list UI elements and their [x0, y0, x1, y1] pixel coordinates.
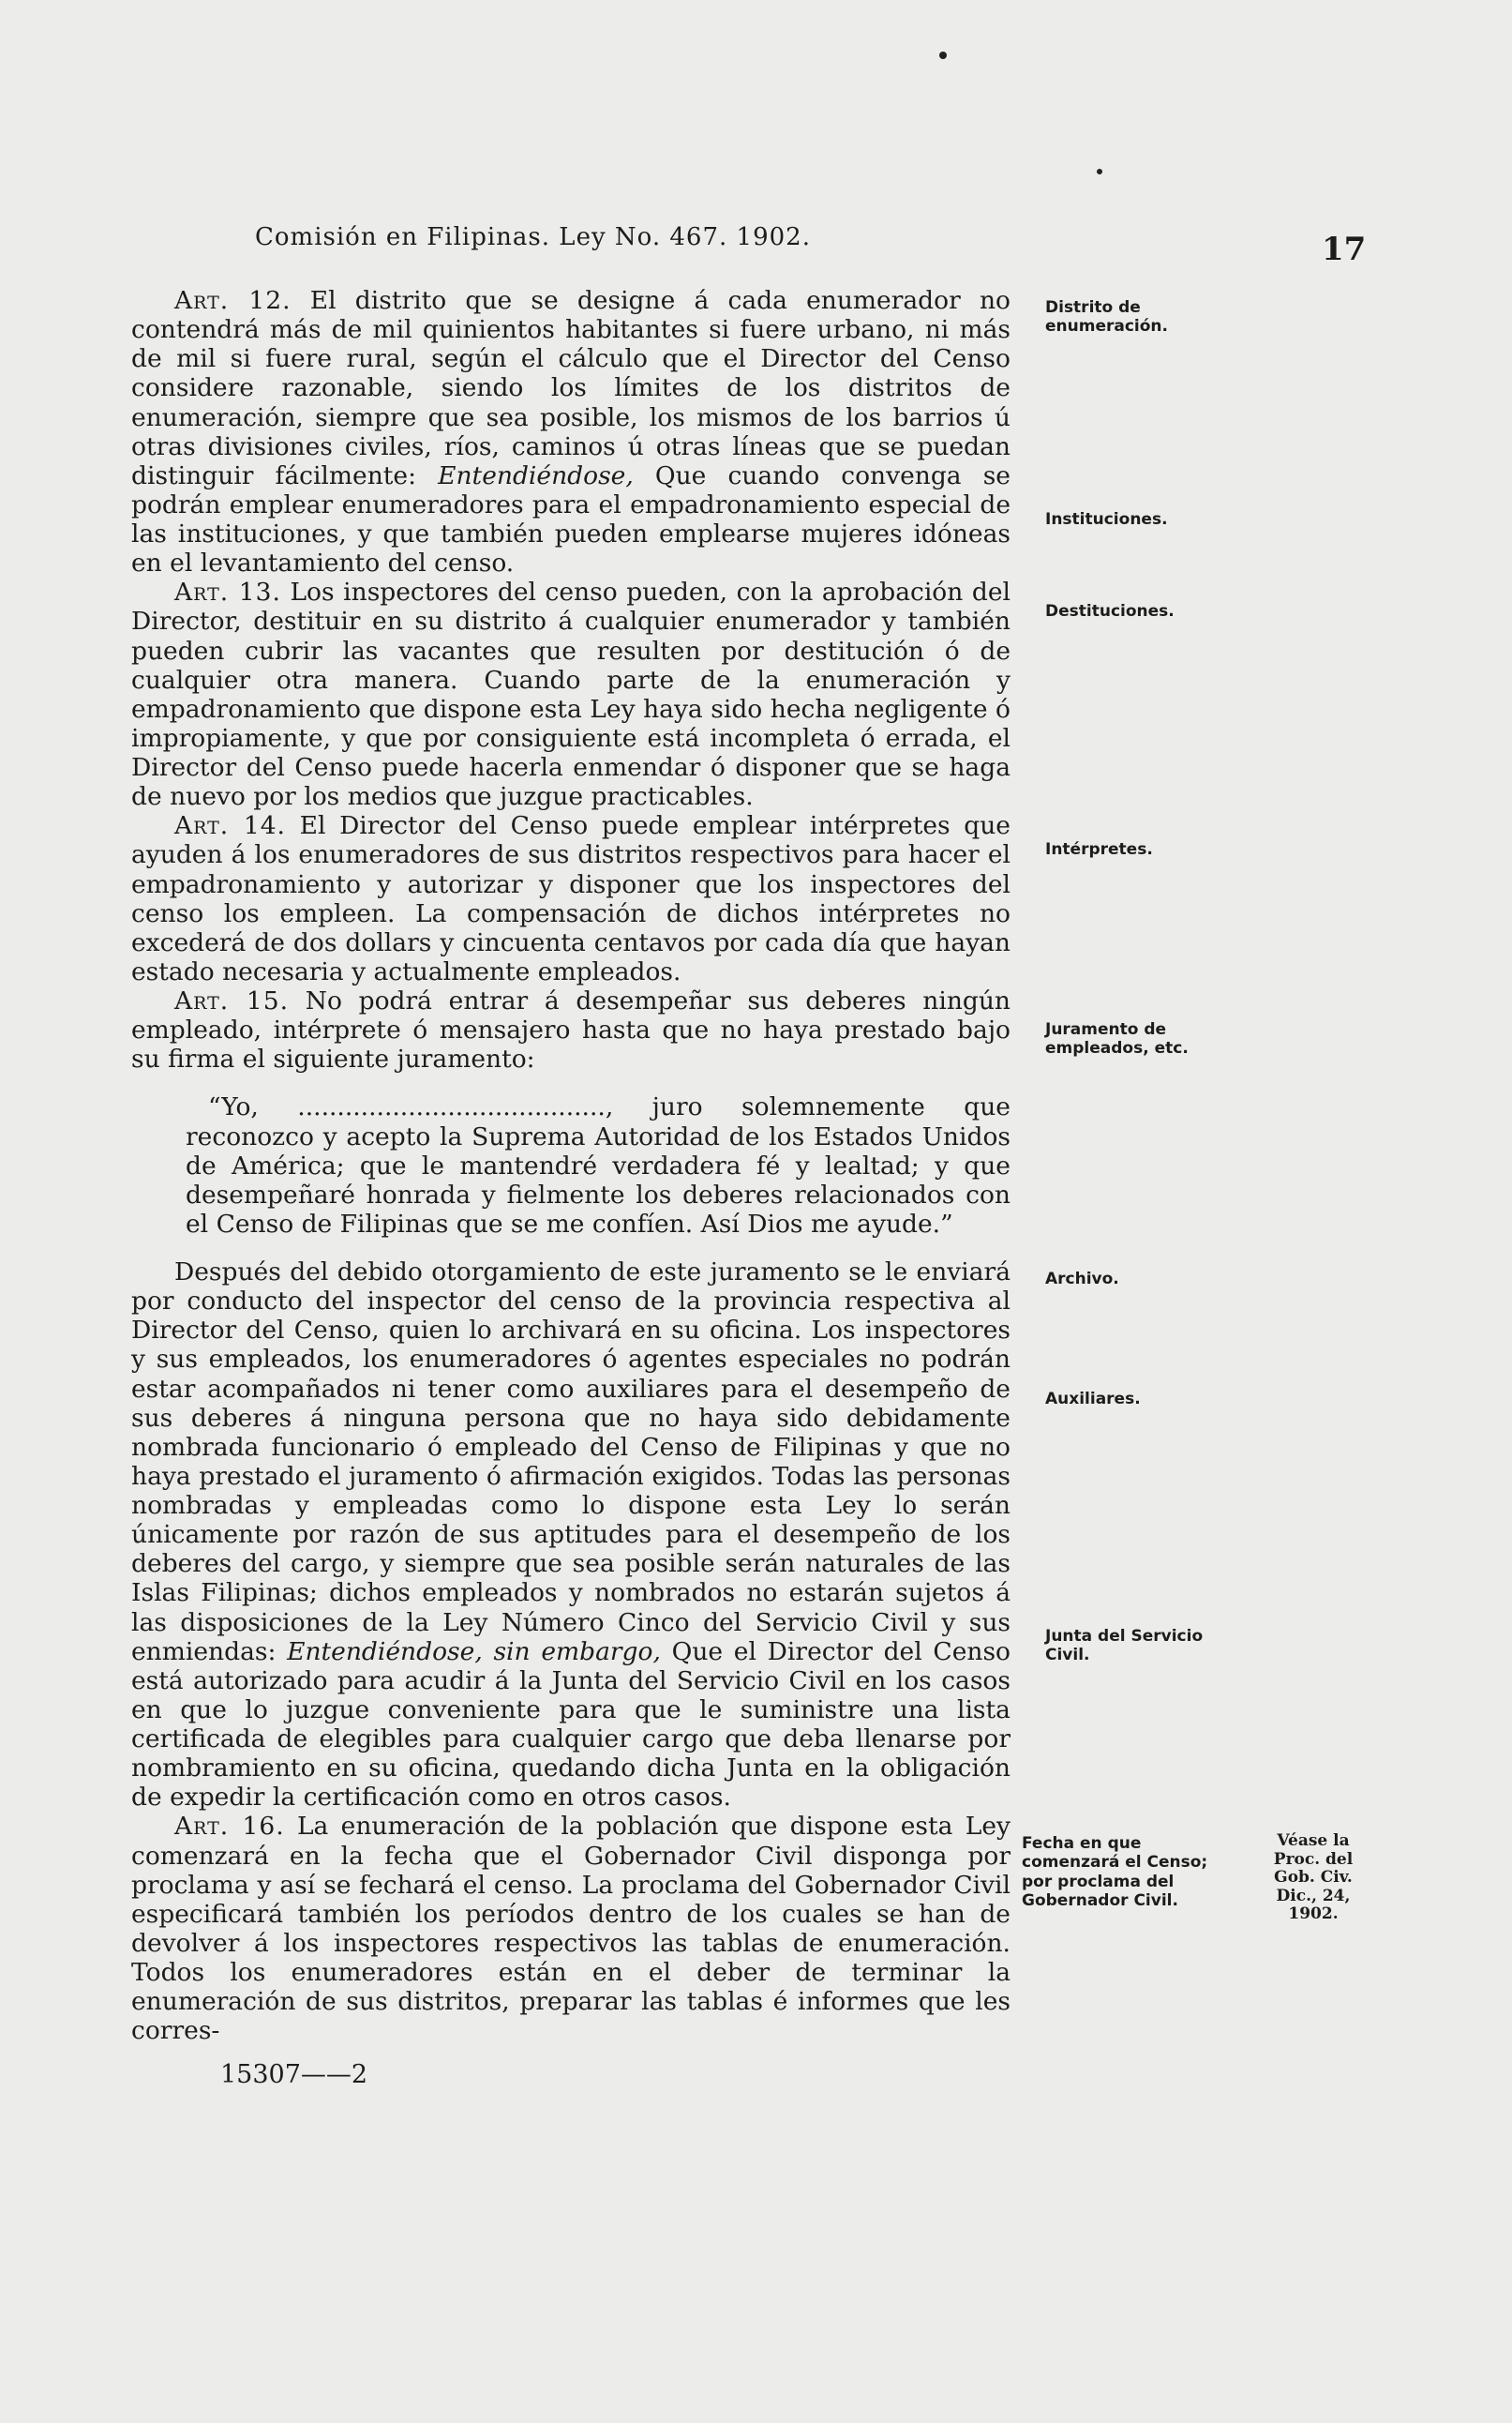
side-note-juramento: Juramento de empleados, etc.: [1045, 1020, 1189, 1059]
article-text: La enumeración de la población que dispone esta Ley comenzará en la fecha que el Gobernador Civil disponga por proclama y así se fechará el censo. La proclama del Gobernador Civil especificará también los períodos dentro de los cuales se han de devolver á los inspectores respectivos las tablas de enumeración. Todos los enumeradores están en el deber de terminar la enumeración de sus distritos, preparar las tablas é informes que les corres-: [131, 1812, 1010, 2046]
proviso-text: Entendiéndose,: [416, 460, 634, 490]
proviso-text: Entendiéndose, sin embargo,: [276, 1636, 661, 1666]
article-text: Que el Director del Censo está autorizado para acudir á la Junta del Servicio Civil en los casos en que lo juzgue conveniente para que le suministre una lista certificada de elegibles para cualquier cargo que deba llenarse por nombramiento en su oficina, quedando dicha Junta en la obligación de expedir la certificación como en otros casos.: [131, 1636, 1010, 1813]
article-13: [131, 578, 1010, 811]
article-label: Art. 14.: [174, 811, 286, 841]
article-14: [131, 811, 1010, 986]
article-15: [131, 986, 1010, 1074]
signature-mark: 15307——2: [220, 2060, 368, 2089]
article-text: Los inspectores del censo pueden, con la aprobación del Director, destituir en su distrito á cualquier enumerador y también pueden cubrir las vacantes que resulten por destitución ó de cualquier otra manera. Cuando parte de la enumeración y empadronamiento que dispone esta Ley haya sido hecha negligente ó impropiamente, y que por consiguiente está incompleta ó errada, el Director del Censo puede hacerla enmendar ó disponer que se haga de nuevo por los medios que juzgue practicables.: [131, 578, 1010, 812]
after-oath-paragraph: [131, 1257, 1010, 1812]
side-note-archivo: Archivo.: [1045, 1270, 1119, 1288]
article-text: No podrá entrar á desempeñar sus deberes ningún empleado, intérprete ó mensajero hasta que no haya prestado bajo su firma el siguiente juramento:: [131, 986, 1010, 1075]
side-note-destituciones: Destituciones.: [1045, 602, 1175, 621]
ink-speck: [939, 52, 947, 59]
side-note-instituciones: Instituciones.: [1045, 510, 1168, 529]
page-number: 17: [1322, 231, 1367, 268]
article-label: Art. 16.: [174, 1812, 285, 1842]
article-12: [131, 286, 1010, 578]
oath-text: “Yo, ......................................., juro solemnemente que reconozco y acepto la Suprema Autoridad de los Estados Unidos de América; que le mantendré verdadera fé y lealtad; y que desempeñaré honrada y fielmente los deberes relacionados con el Censo de Filipinas que se me confíen. Así Dios me ayude.”: [186, 1092, 1010, 1239]
side-note-auxiliares: Auxiliares.: [1045, 1390, 1141, 1408]
running-header: Comisión en Filipinas. Ley No. 467. 1902.: [255, 223, 811, 251]
side-note-interpretes: Intérpretes.: [1045, 840, 1153, 859]
side-note-vease: Véase la Proc. del Gob. Civ. Dic., 24, 1902.: [1273, 1831, 1354, 1924]
article-text: Que cuando convenga se podrán emplear enumeradores para el empadronamiento especial de las instituciones, y que también pueden emplearse mujeres idóneas en el levantamiento del censo.: [131, 460, 1010, 579]
article-16: [131, 1812, 1010, 2045]
body-text: [131, 286, 1010, 2045]
article-label: Art. 15.: [174, 986, 290, 1016]
article-text: El Director del Censo puede emplear intérpretes que ayuden á los enumeradores de sus distritos respectivos para hacer el empadronamiento y autorizar y disponer que los inspectores del censo los empleen. La compensación de dichos intérpretes no excederá de dos dollars y cincuenta centavos por cada día que hayan estado necesaria y actualmente empleados.: [131, 811, 1010, 986]
article-label: Art. 12.: [174, 286, 292, 315]
side-note-junta: Junta del Servicio Civil.: [1045, 1627, 1204, 1665]
side-note-distrito: Distrito de enumeración.: [1045, 298, 1168, 337]
article-text: El distrito que se designe á cada enumerador no contendrá más de mil quinientos habitantes si fuere urbano, ni más de mil si fuere rural, según el cálculo que el Director del Censo considere razonable, siendo los límites de los distritos de enumeración, siempre que sea posible, los mismos de los barrios ú otras divisiones civiles, ríos, caminos ú otras líneas que se puedan distinguir fácilmente:: [131, 286, 1010, 490]
article-text: Después del debido otorgamiento de este juramento se le enviará por conducto del inspector del censo de la provincia respectiva al Director del Censo, quien lo archivará en su oficina. Los inspectores y sus empleados, los enumeradores ó agentes especiales no podrán estar acompañados ni tener como auxiliares para el desempeño de sus deberes á ninguna persona que no haya sido debidamente nombrada funcionario ó empleado del Censo de Filipinas y que no haya prestado el juramento ó afirmación exigidos. Todas las personas nombradas y empleadas como lo dispone esta Ley lo serán únicamente por razón de sus aptitudes para el desempeño de los deberes del cargo, y siempre que sea posible serán naturales de las Islas Filipinas; dichos empleados y nombrados no estarán sujetos á las disposiciones de la Ley Número Cinco del Servicio Civil y sus enmiendas:: [131, 1257, 1010, 1666]
side-note-fecha: Fecha en que comenzará el Censo; por proclama del Gobernador Civil.: [1022, 1834, 1208, 1911]
article-label: Art. 13.: [174, 578, 281, 608]
ink-speck: [1097, 169, 1102, 174]
